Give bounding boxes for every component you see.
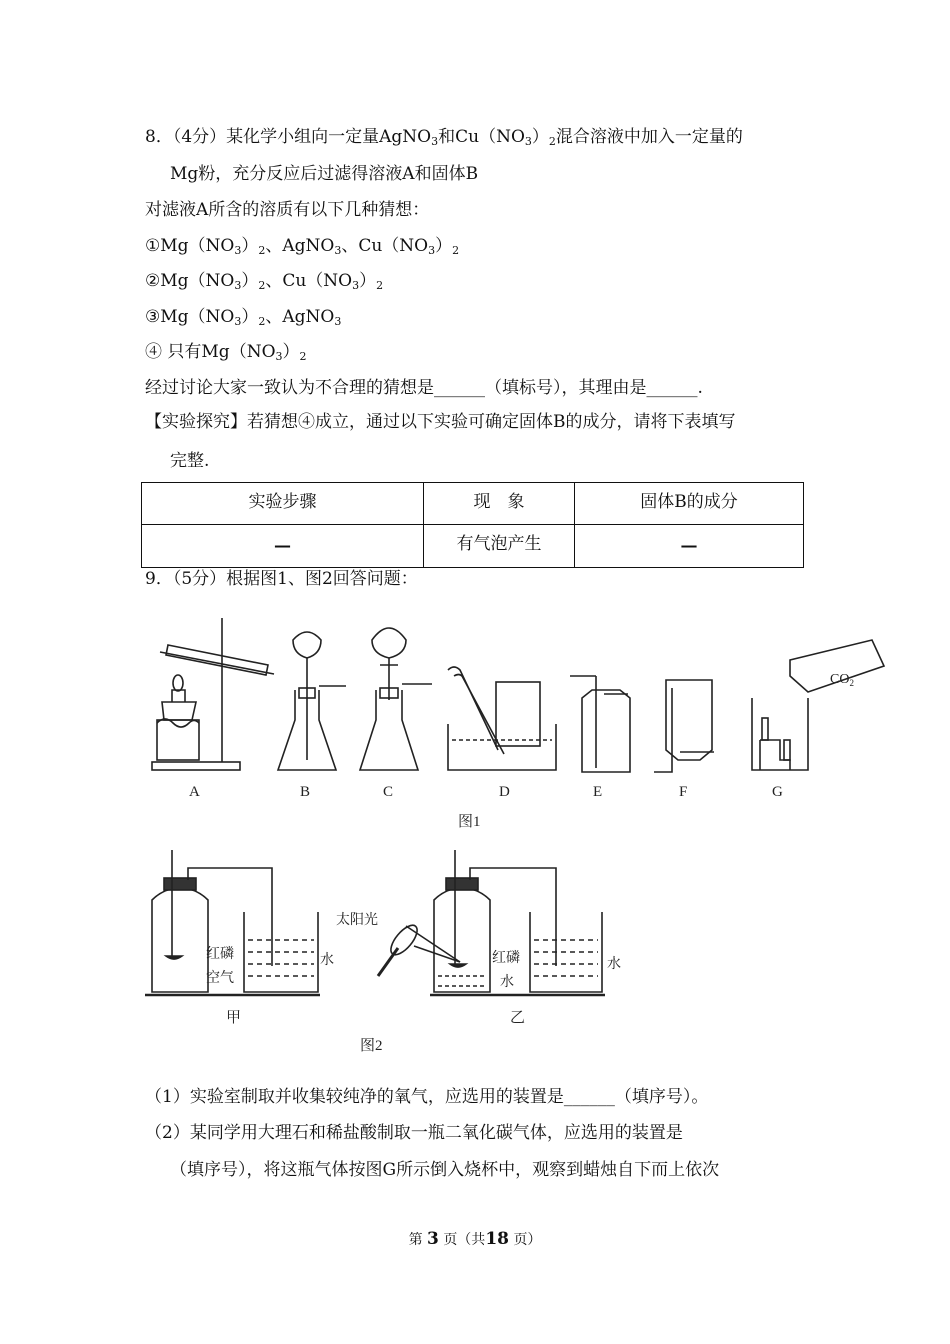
apparatus-g: [752, 640, 884, 770]
fig1-label-f: F: [679, 784, 688, 800]
apparatus-yi: [378, 850, 605, 995]
td-solid-b: —: [575, 525, 804, 568]
yi-shui-bottle: 水: [500, 975, 514, 990]
guess-2: $②Mg(NO_3)_2$、$Cu(NO_3)_2$: [145, 271, 384, 292]
th-solid-b: 固体B的成分: [575, 483, 804, 525]
q9-part2-line2: （填序号），将这瓶气体按图G所示倒入烧杯中，观察到蜡烛自下而上依次: [170, 1160, 720, 1180]
apparatus-f: [654, 680, 714, 772]
fig1-label-e: E: [593, 784, 603, 800]
jia-honglin: 红磷: [206, 947, 234, 962]
q8-explore-line2: 完整.: [170, 451, 210, 471]
page-footer: 第 3 页（共18 页）: [408, 1229, 542, 1249]
q9-part2-line1: （2）某同学用大理石和稀盐酸制取一瓶二氧化碳气体，应选用的装置是: [145, 1123, 683, 1143]
fig1-label-c: C: [383, 784, 394, 800]
jia-shui: 水: [320, 953, 334, 968]
apparatus-c: [360, 628, 432, 770]
fig2-yi: 乙: [510, 1010, 526, 1026]
td-phenomenon: 有气泡产生: [424, 525, 575, 568]
fig1-label-b: B: [300, 784, 311, 800]
apparatus-e: [570, 676, 630, 772]
co2-label: $CO_2$: [830, 672, 854, 688]
apparatus-d: [448, 667, 556, 770]
td-steps: —: [142, 525, 424, 568]
fig1-caption: 图1: [458, 814, 481, 830]
fig2-caption: 图2: [360, 1038, 383, 1054]
fig2-jia: 甲: [226, 1010, 242, 1026]
q8-explore-line1: 【实验探究】若猜想④成立，通过以下实验可确定固体B的成分，请将下表填写: [145, 412, 736, 432]
q8-line2: Mg粉，充分反应后过滤得溶液A和固体B: [170, 164, 479, 184]
guess-4: ④ 只有$Mg(NO_3)_2$: [145, 342, 307, 363]
apparatus-b: [278, 632, 346, 770]
apparatus-a: [152, 618, 274, 770]
yi-shui: 水: [607, 957, 621, 972]
q9-part1: （1）实验室制取并收集较纯净的氧气，应选用的装置是______（填序号）。: [145, 1087, 709, 1107]
guess-1: $①Mg(NO_3)_2$、AgNO$_3$、$Cu(NO_3)_2$: [145, 236, 460, 257]
fig1-label-a: A: [189, 784, 200, 800]
jia-kongqi: 空气: [206, 971, 234, 986]
yi-sun: 太阳光: [336, 913, 378, 928]
th-phenomenon: 现 象: [424, 483, 575, 525]
fig1-label-d: D: [499, 784, 510, 800]
fig1-label-g: G: [772, 784, 783, 800]
q8-line3: 对滤液A所含的溶质有以下几种猜想：: [145, 200, 430, 220]
q8-line1: 8．（4分）某化学小组向一定量AgNO$_3$和$Cu(NO_3)_2$混合溶液中加入一定量的: [145, 127, 743, 148]
th-steps: 实验步骤: [142, 483, 424, 525]
q9-title: 9．（5分）根据图1、图2回答问题：: [145, 569, 418, 589]
yi-honglin: 红磷: [492, 951, 520, 966]
guess-3: $③Mg(NO_3)_2$、AgNO$_3$: [145, 307, 342, 328]
q8-discussion: 经过讨论大家一致认为不合理的猜想是______（填标号），其理由是______.: [145, 378, 703, 398]
